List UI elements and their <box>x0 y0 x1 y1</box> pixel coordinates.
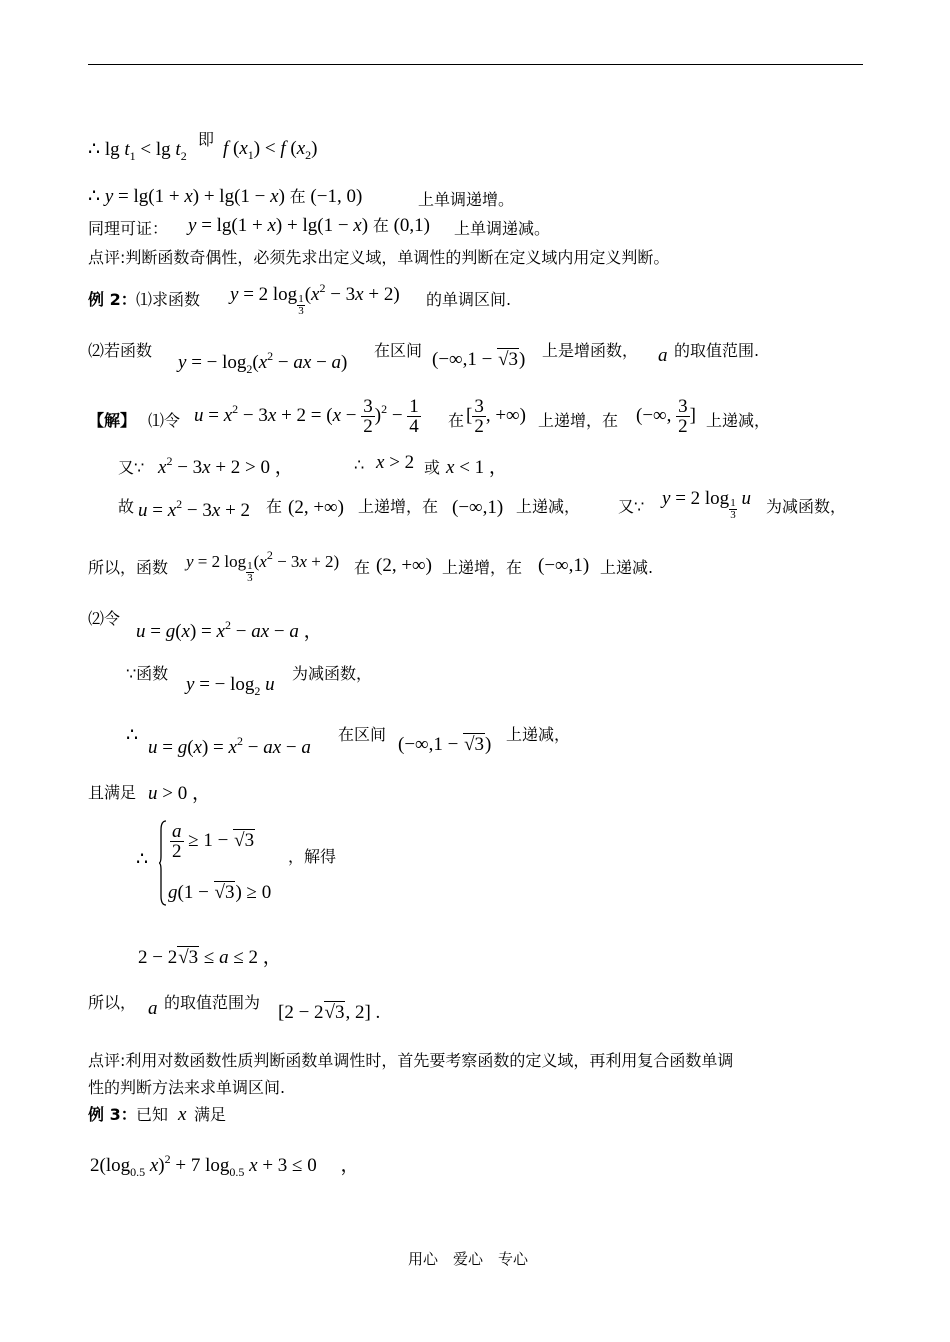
formula-interval-neg-inf-1: (−∞,1) <box>452 497 504 518</box>
sol-p1-let: ⑴令 <box>148 411 181 430</box>
formula-log2-u: y = − $\log_2 u$ <box>186 674 275 698</box>
ex2-q2-end: 的取值范围. <box>674 341 760 360</box>
formula-ex2-q1: y = 2 log $\frac{1}{3}$ $(x^2 - 3x + 2)$ <box>230 281 400 317</box>
formula-interval-inc: [ $\frac{3}{2}$ , +∞) <box>466 396 526 437</box>
sol-p2-or: 或 <box>424 458 441 477</box>
formula-y-decreasing: y = lg(1 + x) + lg(1 − x) 在 (0,1) <box>188 215 430 236</box>
sol-p4-inc: 上递增，在 <box>442 558 523 577</box>
comment2-line2: 性的判断方法来求单调区间. <box>88 1078 286 1097</box>
formula-x-lt-1: x < 1 ， <box>446 457 508 478</box>
formula-log-u: y = 2 log $\frac{1}{3}$ u <box>662 488 751 521</box>
ex3-label: 例 3： <box>88 1105 137 1124</box>
ex2-q2-mid: 在区间 <box>374 341 423 360</box>
formula-u-def: $u = x^2 - 3x + 2$ <box>138 497 251 521</box>
line3-prefix: 同理可证： <box>88 219 169 238</box>
footer: 用心 爱心 专心 <box>408 1250 529 1268</box>
sol-p2-therefore: ∴ <box>354 455 365 474</box>
ex2-q1-prefix: ⑴求函数 <box>136 290 201 309</box>
formula-u-g: $u = g(x) = x^2$ − ax − a ， <box>136 618 323 642</box>
line3-text: 上单调递减。 <box>454 219 551 238</box>
ex2-q1-suffix: 的单调区间. <box>426 290 512 309</box>
sol-p7-mid: 在区间 <box>338 725 387 744</box>
comment2-line1: 点评:利用对数函数性质判断函数单调性时，首先要考察函数的定义域，再利用复合函数单调 <box>88 1051 734 1070</box>
sol-p8-prefix: 且满足 <box>88 783 137 802</box>
sol-p6-prefix: ∵函数 <box>126 664 169 683</box>
formula-y-increasing: ∴ y = lg(1 + x) + lg(1 − x) 在 (−1, 0) <box>88 186 363 207</box>
brace-icon <box>159 820 167 906</box>
sol-p3-at: 在 <box>266 497 283 516</box>
formula-ex2-function: y = 2 log $\frac{1}{3}$ $(x^2 - 3x + 2)$ <box>186 548 340 584</box>
ex3-text2: 满足 <box>194 1105 227 1124</box>
formula-system-line1: $\frac{a}{2}$ ≥ 1 − √3 <box>172 821 255 862</box>
therefore-symbol-2: ∴ <box>136 849 149 870</box>
ex3-text: 已知 <box>136 1105 169 1124</box>
sol-p6-end: 为减函数， <box>292 664 373 683</box>
ex2-q2-prefix: ⑵若函数 <box>88 341 153 360</box>
sol-p3-also: 又∵ <box>618 497 645 516</box>
comment1: 点评:判断函数奇偶性，必须先求出定义域，单调性的判断在定义域内用定义判断。 <box>88 248 670 267</box>
therefore-symbol: ∴ <box>126 725 139 746</box>
formula-x-gt-2: x > 2 <box>376 452 415 473</box>
sol-p11-mid: 的取值范围为 <box>164 993 261 1012</box>
formula-interval-2-inf: (2, +∞) <box>288 497 344 518</box>
var-a: a <box>658 345 668 366</box>
sol-p2-prefix: 又∵ <box>118 458 145 477</box>
formula-system-line2: g(1 − √3) ≥ 0 <box>168 882 272 903</box>
formula-ex3-inequality: $2(\log_{0.5}$ x)$^2$ + 7 $\log_{0.5} x + 3 \le 0$ ， <box>90 1152 360 1179</box>
formula-interval-1: (−∞,1 − √3) <box>432 349 526 370</box>
line1-text: 即 <box>198 130 215 149</box>
sol-p9-solve: ，解得 <box>288 847 337 866</box>
sol-p5-let: ⑵令 <box>88 609 121 628</box>
formula-u-complete-square: $u = x^2 - 3x + 2 = (x$ − $\frac{3}{2}$ )$^2$ − $\frac{1}{4}$ <box>194 396 419 437</box>
formula-u-positive: u > 0 ， <box>148 783 211 804</box>
header-rule <box>88 64 863 65</box>
formula-interval-1-b: (−∞,1 − √3) <box>398 734 492 755</box>
solution-label: 【解】 <box>88 411 137 430</box>
formula-f-inequality: f $(x_1) < f$ $(x_2)$ <box>223 138 318 162</box>
formula-u-g-2: $u = g(x) = x^2$ − ax − a <box>148 734 311 758</box>
formula-a-interval: [2 − 2√3, 2] . <box>278 1002 381 1023</box>
sol-p1-at: 在 <box>448 411 465 430</box>
ex2-label: 例 2： <box>88 290 137 309</box>
sol-p1-inc: 上递增，在 <box>538 411 619 430</box>
sol-p1-dec: 上递减， <box>706 411 771 430</box>
formula-quadratic-positive: $x^2 - 3x + 2 > 0$ ， <box>158 454 294 478</box>
var-x: x <box>178 1104 187 1125</box>
formula-interval-2-inf-b: (2, +∞) <box>376 555 432 576</box>
ex2-q2-suffix: 上是增函数， <box>542 341 639 360</box>
sol-p3-dec: 上递减， <box>516 497 581 516</box>
sol-p7-end: 上递减， <box>506 725 571 744</box>
sol-p3-end: 为减函数， <box>766 497 847 516</box>
formula-lg-inequality: ∴ $\lg t_1 < \lg t_2$ <box>88 139 187 163</box>
sol-p4-dec: 上递减. <box>600 558 654 577</box>
sol-p11-prefix: 所以， <box>88 993 137 1012</box>
formula-interval-dec: (−∞, $\frac{3}{2}$ ] <box>636 396 696 437</box>
formula-interval-neg-inf-1-b: (−∞,1) <box>538 555 590 576</box>
formula-ex2-q2: y = − $\log_2(x^2$ − ax − a) <box>178 349 348 376</box>
var-a-2: a <box>148 998 158 1019</box>
line2-text: 上单调递增。 <box>418 190 515 209</box>
sol-p4-at: 在 <box>354 558 371 577</box>
formula-a-range: 2 − 2√3 ≤ a ≤ 2 ， <box>138 947 282 968</box>
sol-p3-inc: 上递增，在 <box>358 497 439 516</box>
sol-p4-prefix: 所以，函数 <box>88 558 169 577</box>
sol-p3-prefix: 故 <box>118 497 135 516</box>
